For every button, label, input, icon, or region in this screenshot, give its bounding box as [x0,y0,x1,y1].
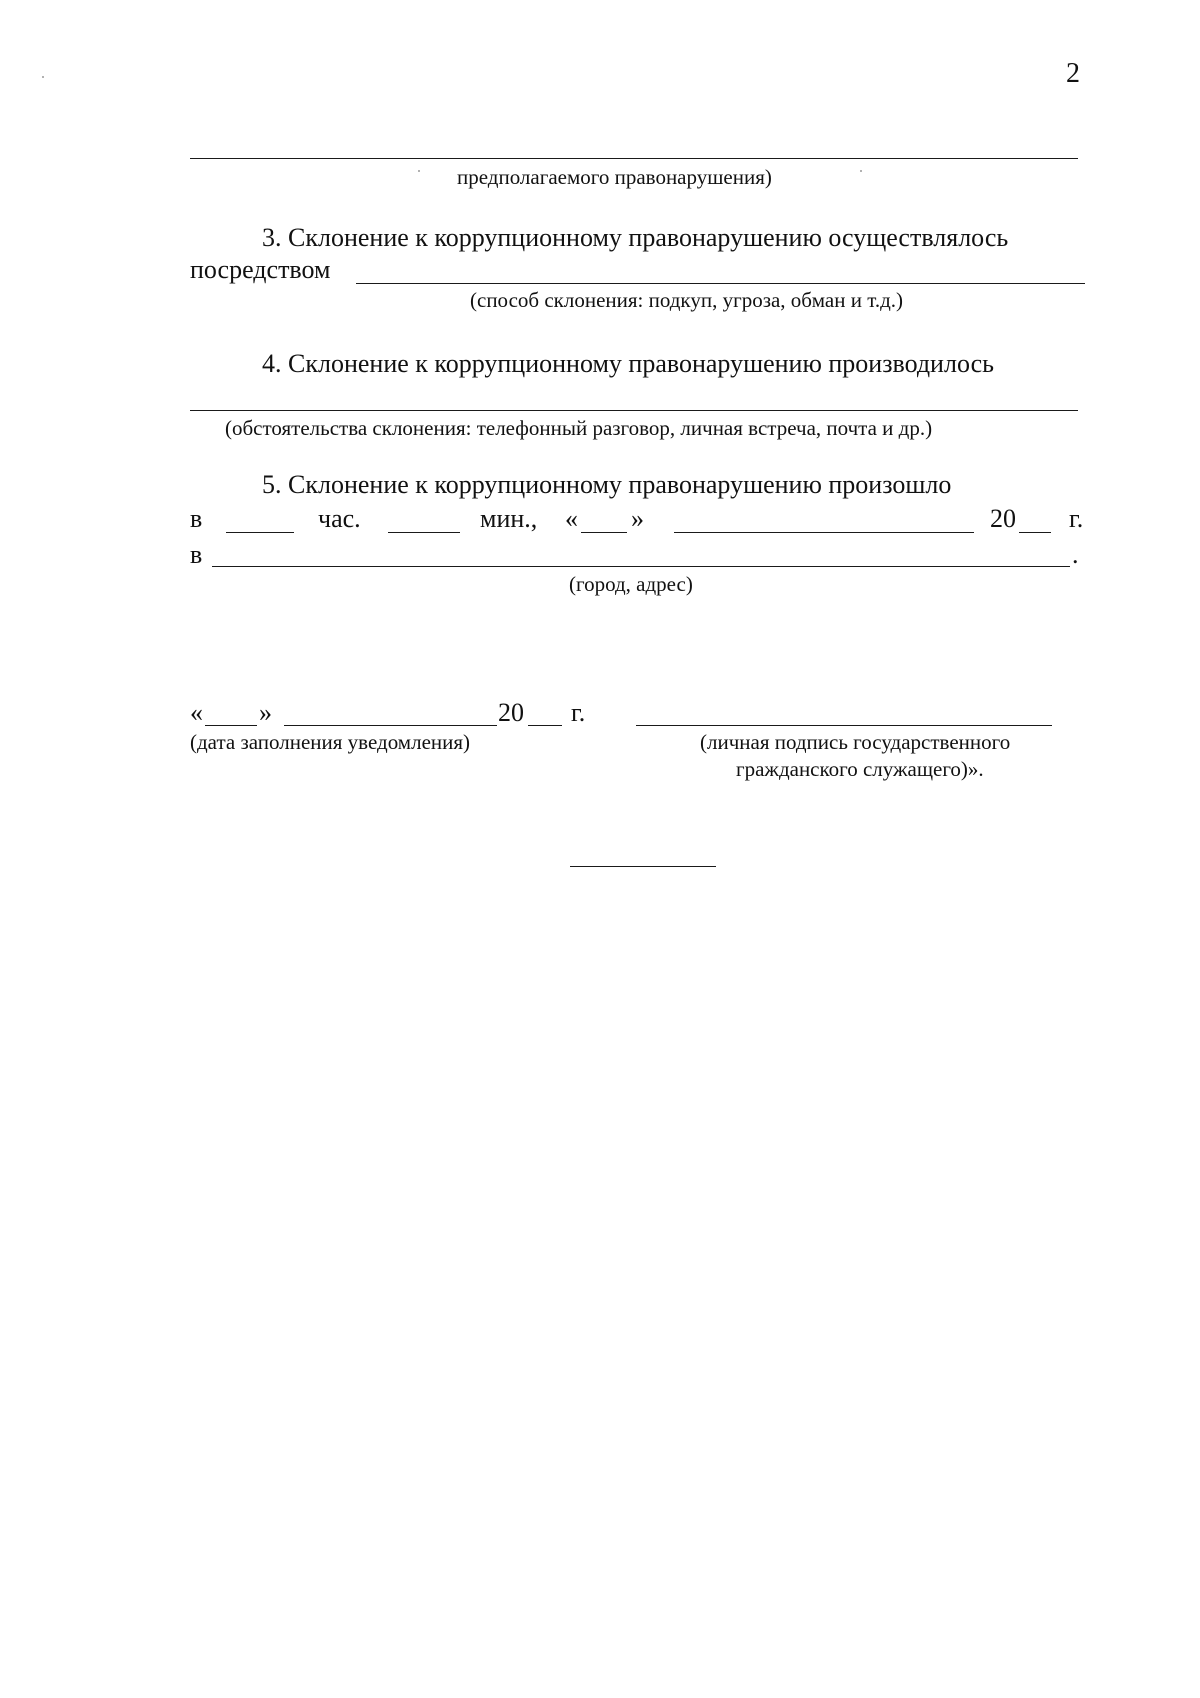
item5-title: 5. Склонение к коррупционному правонарушению произошло [262,470,952,499]
item4-circumstances-line[interactable] [190,410,1078,411]
fill-date-quote-close: » [259,698,272,727]
fill-date-year-line[interactable] [528,725,562,726]
item3-caption: (способ склонения: подкуп, угроза, обман и т.д.) [470,288,904,312]
scan-speck [418,170,420,172]
fill-date-caption: (дата заполнения уведомления) [190,730,471,754]
item4-title: 4. Склонение к коррупционному правонарушению производилось [262,349,994,378]
closing-separator [570,866,716,867]
fill-date-year-suffix: г. [571,698,586,727]
place-end: . [1072,540,1079,569]
item4-caption: (обстоятельства склонения: телефонный разговор, личная встреча, почта и др.) [225,416,933,440]
minute-line[interactable] [388,532,460,533]
signature-caption-line1: (личная подпись государственного [700,730,1011,754]
place-prefix-v: в [190,540,203,569]
year-suffix: г. [1069,504,1084,533]
fill-date-day-line[interactable] [205,725,257,726]
minute-label: мин., [480,504,538,533]
day-quote-close: » [631,504,644,533]
year-prefix: 20 [990,504,1016,533]
place-caption: (город, адрес) [569,572,693,596]
year-line[interactable] [1019,532,1051,533]
item3-lead: посредством [190,255,331,284]
day-line[interactable] [581,532,627,533]
fill-date-year-prefix: 20 [498,698,524,727]
day-quote-open: « [565,504,578,533]
hour-label: час. [318,504,361,533]
fill-date-month-line[interactable] [284,725,497,726]
item3-method-line[interactable] [356,283,1085,284]
place-line[interactable] [212,566,1070,567]
signature-caption-line2: гражданского служащего)». [736,757,984,781]
scan-speck [860,170,862,172]
page-number: 2 [1066,58,1080,89]
month-line[interactable] [674,532,974,533]
item5-prefix-v: в [190,504,203,533]
offense-caption: предполагаемого правонарушения) [457,165,772,189]
fill-date-quote-open: « [190,698,203,727]
item3-title: 3. Склонение к коррупционному правонарушению осуществлялось [262,223,1009,252]
hour-line[interactable] [226,532,294,533]
scan-speck [42,76,44,78]
signature-line[interactable] [636,725,1052,726]
description-line [190,158,1078,159]
